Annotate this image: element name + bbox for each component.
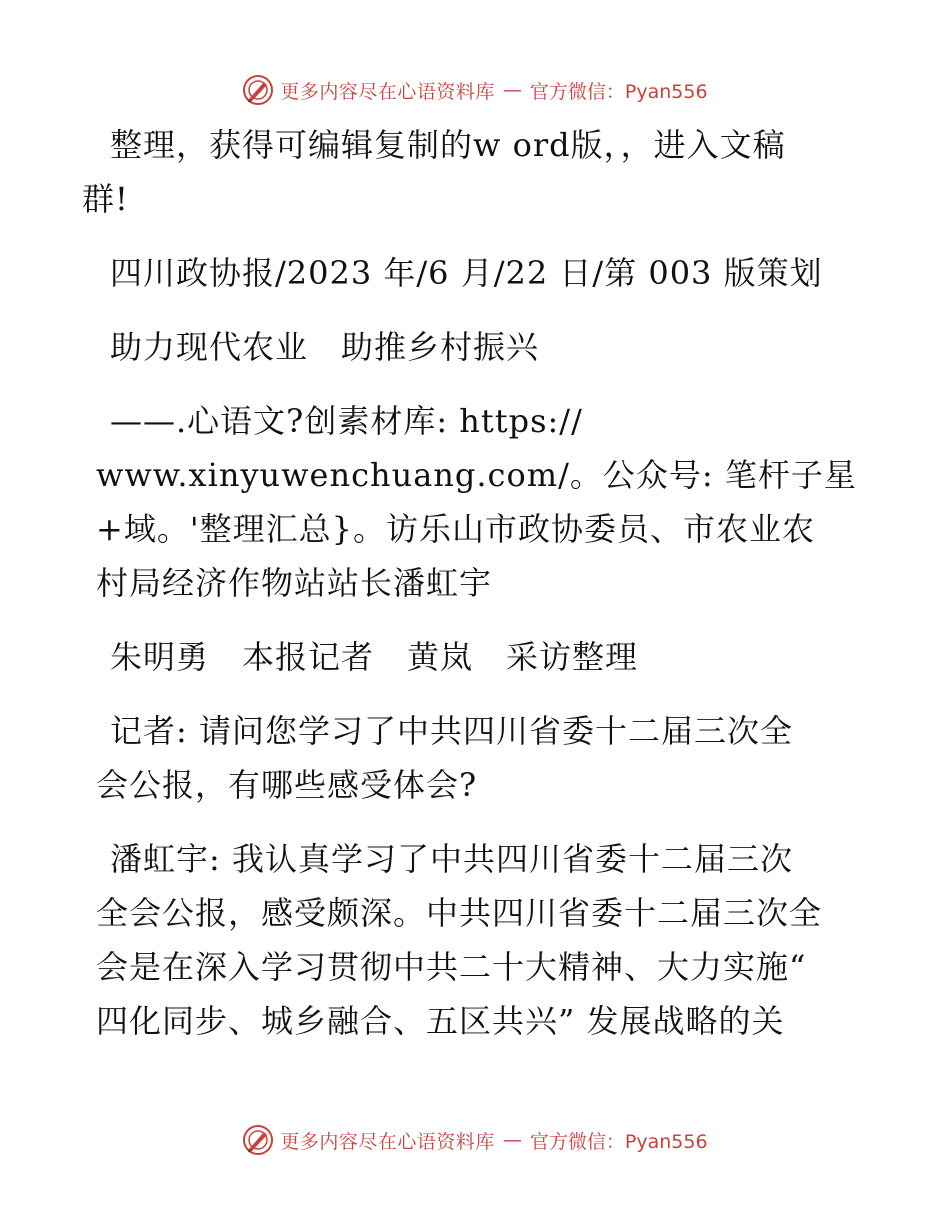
text-line: 记者: 请问您学习了中共四川省委十二届三次全: [110, 712, 793, 750]
text-line: +域。'整理汇总}。访乐山市政协委员、市农业农: [96, 510, 815, 548]
article-subtitle: [96, 394, 856, 610]
text-line: 会公报，有哪些感受体会?: [96, 766, 478, 804]
text-line: 村局经济作物站站长潘虹宇: [96, 564, 493, 602]
paragraph-source: [96, 246, 856, 300]
header-banner: [0, 70, 950, 110]
header-banner-wechat: 官方微信：Pyan556: [529, 80, 708, 103]
footer-banner: [0, 1120, 950, 1160]
text-line: 四川政协报/2023 年/6 月/22 日/第 003 版策划: [110, 254, 823, 292]
text-line: 群!: [82, 180, 129, 218]
pen-logo-icon: [242, 74, 274, 106]
footer-banner-inner: [242, 1124, 707, 1156]
text-line: www.xinyuwenchuang.com/。公众号: 笔杆子星: [96, 456, 857, 494]
header-banner-inner: [242, 74, 707, 106]
header-banner-text: 更多内容尽在心语资料库: [280, 80, 495, 103]
text-line: 整理，获得可编辑复制的w ord版，，进入文稿: [110, 126, 786, 164]
text-line: 会是在深入学习贯彻中共二十大精神、大力实施“: [96, 948, 807, 986]
text-line: 助力现代农业 助推乡村振兴: [110, 328, 540, 366]
pen-logo-icon: [242, 1124, 274, 1156]
document-body: [82, 118, 857, 1068]
text-line: 朱明勇 本报记者 黄岚 采访整理: [110, 638, 639, 676]
header-banner-dash: —: [502, 79, 522, 101]
text-line: 潘虹宇: 我认真学习了中共四川省委十二届三次: [110, 840, 793, 878]
text-line: ——.心语文?创素材库: https://: [110, 402, 583, 440]
text-line: 四化同步、城乡融合、五区共兴” 发展战略的关: [96, 1002, 785, 1040]
byline: [96, 630, 856, 684]
footer-banner-wechat: 官方微信：Pyan556: [529, 1130, 708, 1153]
text-line: 全会公报，感受颇深。中共四川省委十二届三次全: [96, 894, 823, 932]
paragraph-intro: [82, 118, 856, 226]
article-title: [96, 320, 856, 374]
footer-banner-dash: —: [502, 1129, 522, 1151]
footer-banner-text: 更多内容尽在心语资料库: [280, 1130, 495, 1153]
paragraph-answer: [96, 832, 856, 1048]
paragraph-question: [96, 704, 856, 812]
